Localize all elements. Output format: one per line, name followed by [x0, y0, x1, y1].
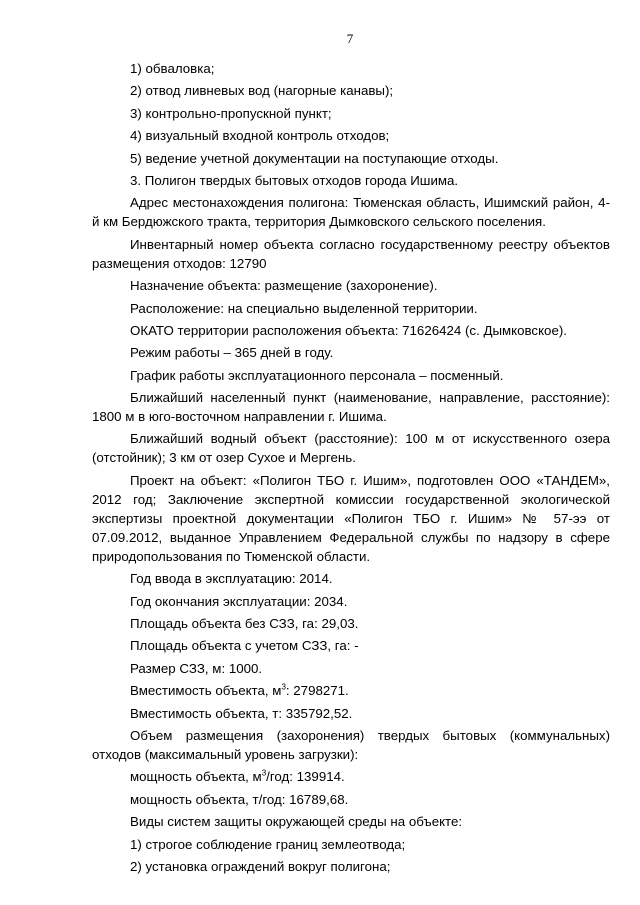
annual-capacity-volume: мощность объекта, $м^3$/год: 139914. [130, 768, 345, 785]
capacity-volume: Вместимость объекта, $м^3$: 2798271. [130, 682, 349, 699]
disposal-volume-heading: Объем размещения (захоронения) твердых бытовых (коммунальных) отходов (максимальный уровень загрузки): [92, 727, 610, 762]
inventory-number: Инвентарный номер объекта согласно государственному реестру объектов размещения отходов: 12790 [92, 236, 610, 271]
section-heading-landfill: 3. Полигон твердых бытовых отходов города Ишима. [130, 172, 459, 188]
area-without-szz: Площадь объекта без СЗЗ, га: 29,03. [130, 616, 359, 632]
nearest-water-body: Ближайший водный объект (расстояние): 100 м от искусственного озера (отстойник); 3 км от озер Сухое и Мергень. [92, 431, 610, 466]
area-with-szz: Площадь объекта с учетом СЗЗ, га: - [130, 638, 359, 654]
list-item-waste-control: 4) визуальный входной контроль отходов; [130, 128, 390, 144]
list-item-embankment: 1) обваловка; [130, 61, 215, 76]
document-body [92, 59, 610, 876]
object-location: Расположение: на специально выделенной территории. [130, 300, 478, 316]
closure-year: Год окончания эксплуатации: 2034. [130, 593, 348, 609]
protection-systems-heading: Виды систем защиты окружающей среды на объекте: [130, 814, 463, 830]
landfill-address: Адрес местонахождения полигона: Тюменская область, Ишимский район, 4-й км Бердюжского тракта, территория Дымковского сельского поселения. [92, 195, 610, 230]
work-schedule: Режим работы – 365 дней в году. [130, 345, 334, 361]
object-purpose: Назначение объекта: размещение (захоронение). [130, 278, 438, 294]
page-number: 7 [346, 31, 354, 46]
szz-size: Размер СЗЗ, м: 1000. [130, 660, 263, 676]
list-item-fencing: 2) установка ограждений вокруг полигона; [130, 858, 391, 874]
commissioning-year: Год ввода в эксплуатацию: 2014. [130, 571, 333, 587]
staff-schedule: График работы эксплуатационного персонала – посменный. [130, 367, 504, 383]
list-item-checkpoint: 3) контрольно-пропускной пункт; [130, 105, 332, 121]
project-documentation: Проект на объект: «Полигон ТБО г. Ишим», подготовлен ООО «ТАНДЕМ», 2012 год; Заключение экспертной комиссии государственной экологической экспертизы проектной документации «Полигон ТБО г. Ишим» № 57-ээ от 07.09.2012, выданное Управлением Федеральной службы по надзору в сфере природопользования по Тюменской области. [92, 472, 610, 564]
capacity-tonnes: Вместимость объекта, т: 335792,52. [130, 705, 353, 721]
nearest-settlement: Ближайший населенный пункт (наименование, направление, расстояние): 1800 м в юго-восточном направлении г. Ишима. [92, 390, 610, 425]
list-item-stormwater-drainage: 2) отвод ливневых вод (нагорные канавы); [130, 83, 394, 99]
list-item-land-boundaries: 1) строгое соблюдение границ землеотвода; [130, 836, 406, 852]
annual-capacity-tonnes: мощность объекта, т/год: 16789,68. [130, 791, 349, 807]
list-item-record-keeping: 5) ведение учетной документации на поступающие отходы. [130, 150, 499, 166]
okato-code: ОКАТО территории расположения объекта: 71626424 (с. Дымковское). [130, 322, 567, 338]
